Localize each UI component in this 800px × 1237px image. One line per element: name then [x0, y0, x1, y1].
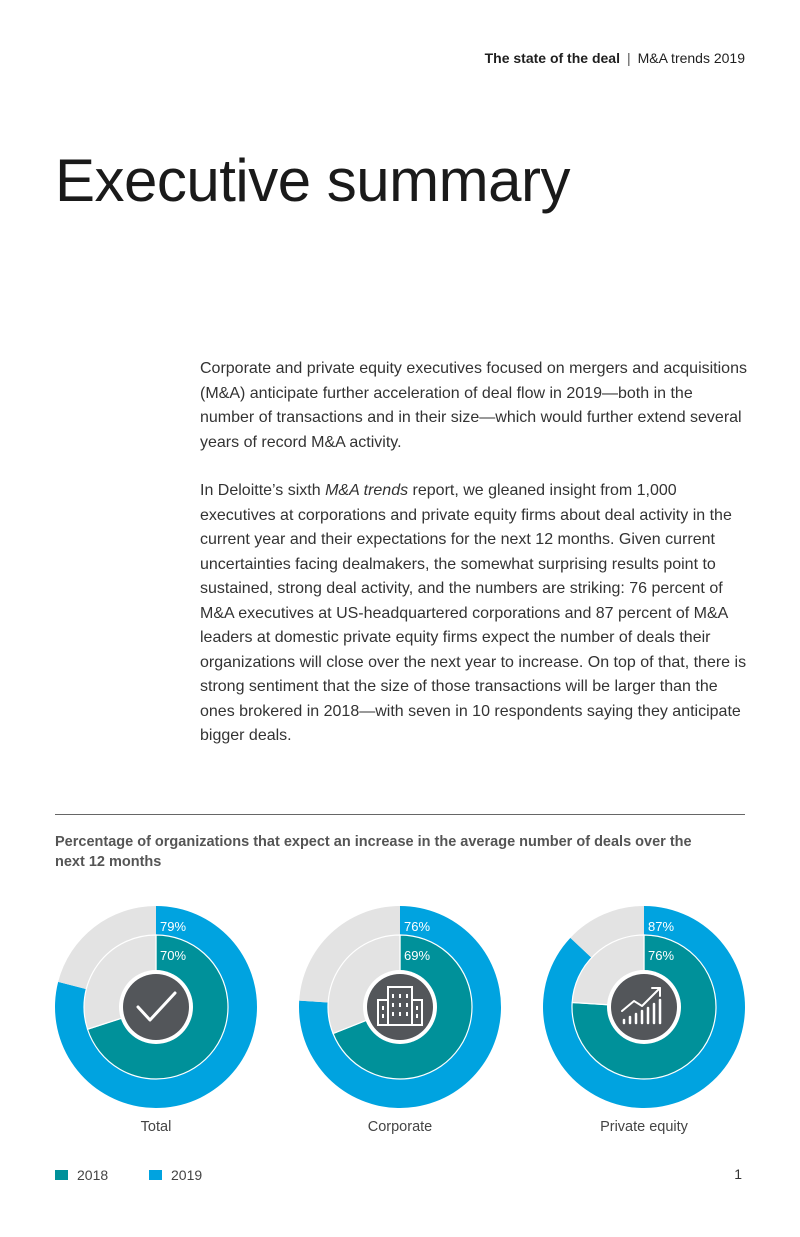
- section-divider: [55, 814, 745, 815]
- donut-corporate-2019-label: 76%: [404, 919, 431, 934]
- running-header: [485, 50, 745, 66]
- body-text: [200, 357, 750, 749]
- page-number: 1: [734, 1166, 742, 1182]
- donut-private-equity-caption: Private equity: [600, 1119, 688, 1135]
- donut-total-2018-label: 70%: [160, 948, 187, 963]
- donut-total-2019-label: 79%: [160, 919, 187, 934]
- donut-total-caption: Total: [140, 1119, 172, 1135]
- page-title: Executive summary: [55, 147, 570, 214]
- donut-corporate-2018-label: 69%: [404, 948, 431, 963]
- header-publication: M&A trends 2019: [637, 50, 745, 66]
- icon-disc: [123, 974, 189, 1040]
- donut-private-equity-2019-label: 87%: [648, 919, 675, 934]
- chart-title: Percentage of organizations that expect an increase in the average number of deals over the next 12 months: [55, 834, 692, 870]
- donut-corporate-caption: Corporate: [367, 1119, 433, 1135]
- donut-private-equity-chart: [542, 905, 746, 1109]
- paragraph-2-rest: report, we gleaned insight from 1,000 executives at corporations and private equity firms about deal activity in the current year and their expectations for the next 12 months. Given current uncertainties facing dealmakers, the somewhat surprising results point to sustained, strong deal activity, and the numbers are striking: 76 percent of M&A executives at US-headquartered corporations and 87 percent of M&A leaders at domestic private equity firms expect the number of deals their organizations will close over the next year to increase. On top of that, there is strong sentiment that the size of those transactions will be larger than the ones brokered in 2018—with seven in 10 respondents saying they anticipate bigger deals.: [200, 482, 747, 744]
- paragraph-2-prefix: In Deloitte’s sixth: [200, 482, 326, 499]
- legend-label-2019: 2019: [171, 1167, 203, 1183]
- legend-item-2018: [55, 1167, 108, 1183]
- donut-private-equity-2018-label: 76%: [648, 948, 675, 963]
- legend-swatch-2018: [55, 1170, 68, 1180]
- legend-item-2019: [149, 1167, 202, 1183]
- legend-label-2018: 2018: [77, 1167, 109, 1183]
- donut-corporate-chart: [298, 905, 502, 1109]
- donut-private-equity: [542, 905, 746, 1109]
- legend-swatch-2019: [149, 1170, 162, 1180]
- paragraph-2: [200, 479, 750, 749]
- report-name: M&A trends: [325, 482, 409, 499]
- header-separator: |: [626, 50, 631, 66]
- donut-corporate: [298, 905, 502, 1109]
- header-section: The state of the deal: [484, 50, 620, 66]
- paragraph-1: Corporate and private equity executives focused on mergers and acquisitions (M&A) anticipate further acceleration of deal flow in 2019—both in the number of transactions and in their size—which would further extend several years of record M&A activity.: [200, 360, 747, 451]
- icon-disc: [611, 974, 677, 1040]
- donut-total: [54, 905, 258, 1109]
- donut-total-chart: [54, 905, 258, 1109]
